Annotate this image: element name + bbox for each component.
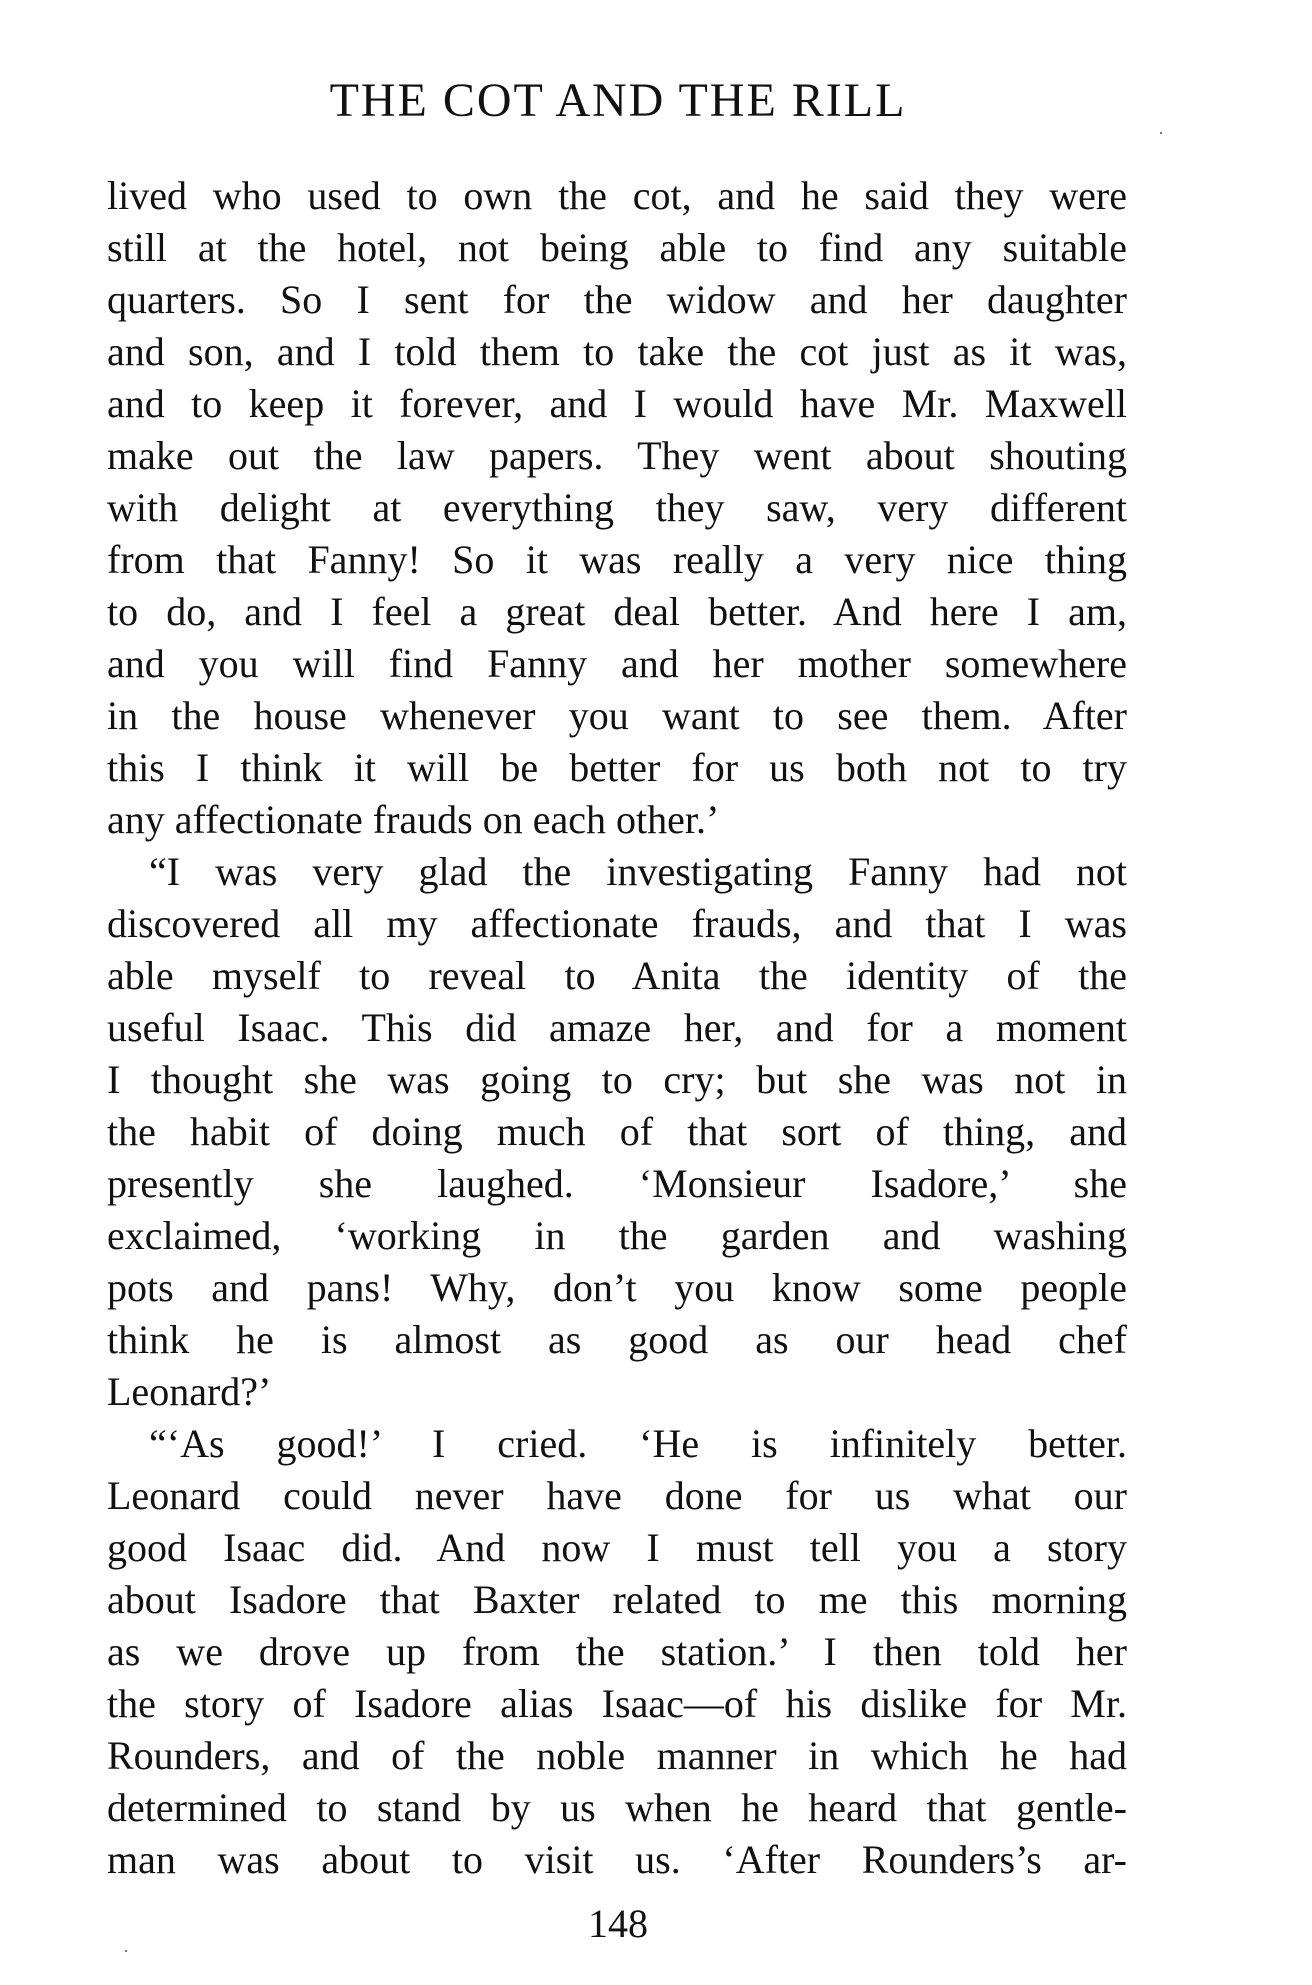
text-line: as we drove up from the station.’ I then told her (107, 1629, 1127, 1674)
text-line: to do, and I feel a great deal better. And here I am, (107, 589, 1127, 634)
text-line: good Isaac did. And now I must tell you a story (107, 1525, 1127, 1570)
text-line: Leonard?’ (107, 1369, 272, 1414)
text-line: any affectionate frauds on each other.’ (107, 797, 720, 842)
text-line: determined to stand by us when he heard that gentle- (107, 1785, 1127, 1830)
body-text (107, 170, 1127, 1886)
text-line: quarters. So I sent for the widow and her daughter (107, 277, 1127, 322)
text-line: Leonard could never have done for us what our (107, 1473, 1127, 1518)
text-line: this I think it will be better for us both not to try (107, 745, 1127, 790)
text-line: pots and pans! Why, don’t you know some people (107, 1265, 1127, 1310)
text-line: useful Isaac. This did amaze her, and for a moment (107, 1005, 1127, 1050)
text-line: and to keep it forever, and I would have Mr. Maxwell (107, 381, 1127, 426)
text-line: in the house whenever you want to see them. After (107, 693, 1127, 738)
text-line: able myself to reveal to Anita the identity of the (107, 953, 1127, 998)
text-line: man was about to visit us. ‘After Rounders’s ar- (107, 1837, 1127, 1882)
text-line: from that Fanny! So it was really a very nice thing (107, 537, 1127, 582)
text-line: think he is almost as good as our head chef (107, 1317, 1127, 1362)
text-line: lived who used to own the cot, and he said they were (107, 173, 1127, 218)
text-line: presently she laughed. ‘Monsieur Isadore,’ she (107, 1161, 1127, 1206)
scan-speck (1160, 132, 1162, 134)
text-line: and son, and I told them to take the cot just as it was, (107, 329, 1127, 374)
running-head: THE COT AND THE RILL (329, 74, 907, 127)
text-line: Rounders, and of the noble manner in which he had (107, 1733, 1127, 1778)
text-line: I thought she was going to cry; but she was not in (107, 1057, 1127, 1102)
paragraph-first-line: “‘As good!’ I cried. ‘He is infinitely better. (149, 1421, 1127, 1466)
paragraph-first-line: “I was very glad the investigating Fanny had not (149, 849, 1127, 894)
text-line: the habit of doing much of that sort of thing, and (107, 1109, 1127, 1154)
page-number: 148 (588, 1901, 648, 1946)
scan-speck (125, 1950, 127, 1952)
text-line: the story of Isadore alias Isaac—of his dislike for Mr. (107, 1681, 1127, 1726)
text-line: exclaimed, ‘working in the garden and washing (107, 1213, 1127, 1258)
text-line: and you will find Fanny and her mother somewhere (107, 641, 1127, 686)
text-line: still at the hotel, not being able to find any suitable (107, 225, 1127, 270)
text-line: discovered all my affectionate frauds, and that I was (107, 901, 1127, 946)
text-line: about Isadore that Baxter related to me this morning (107, 1577, 1127, 1622)
text-line: with delight at everything they saw, very different (107, 485, 1127, 530)
text-line: make out the law papers. They went about shouting (107, 433, 1127, 478)
